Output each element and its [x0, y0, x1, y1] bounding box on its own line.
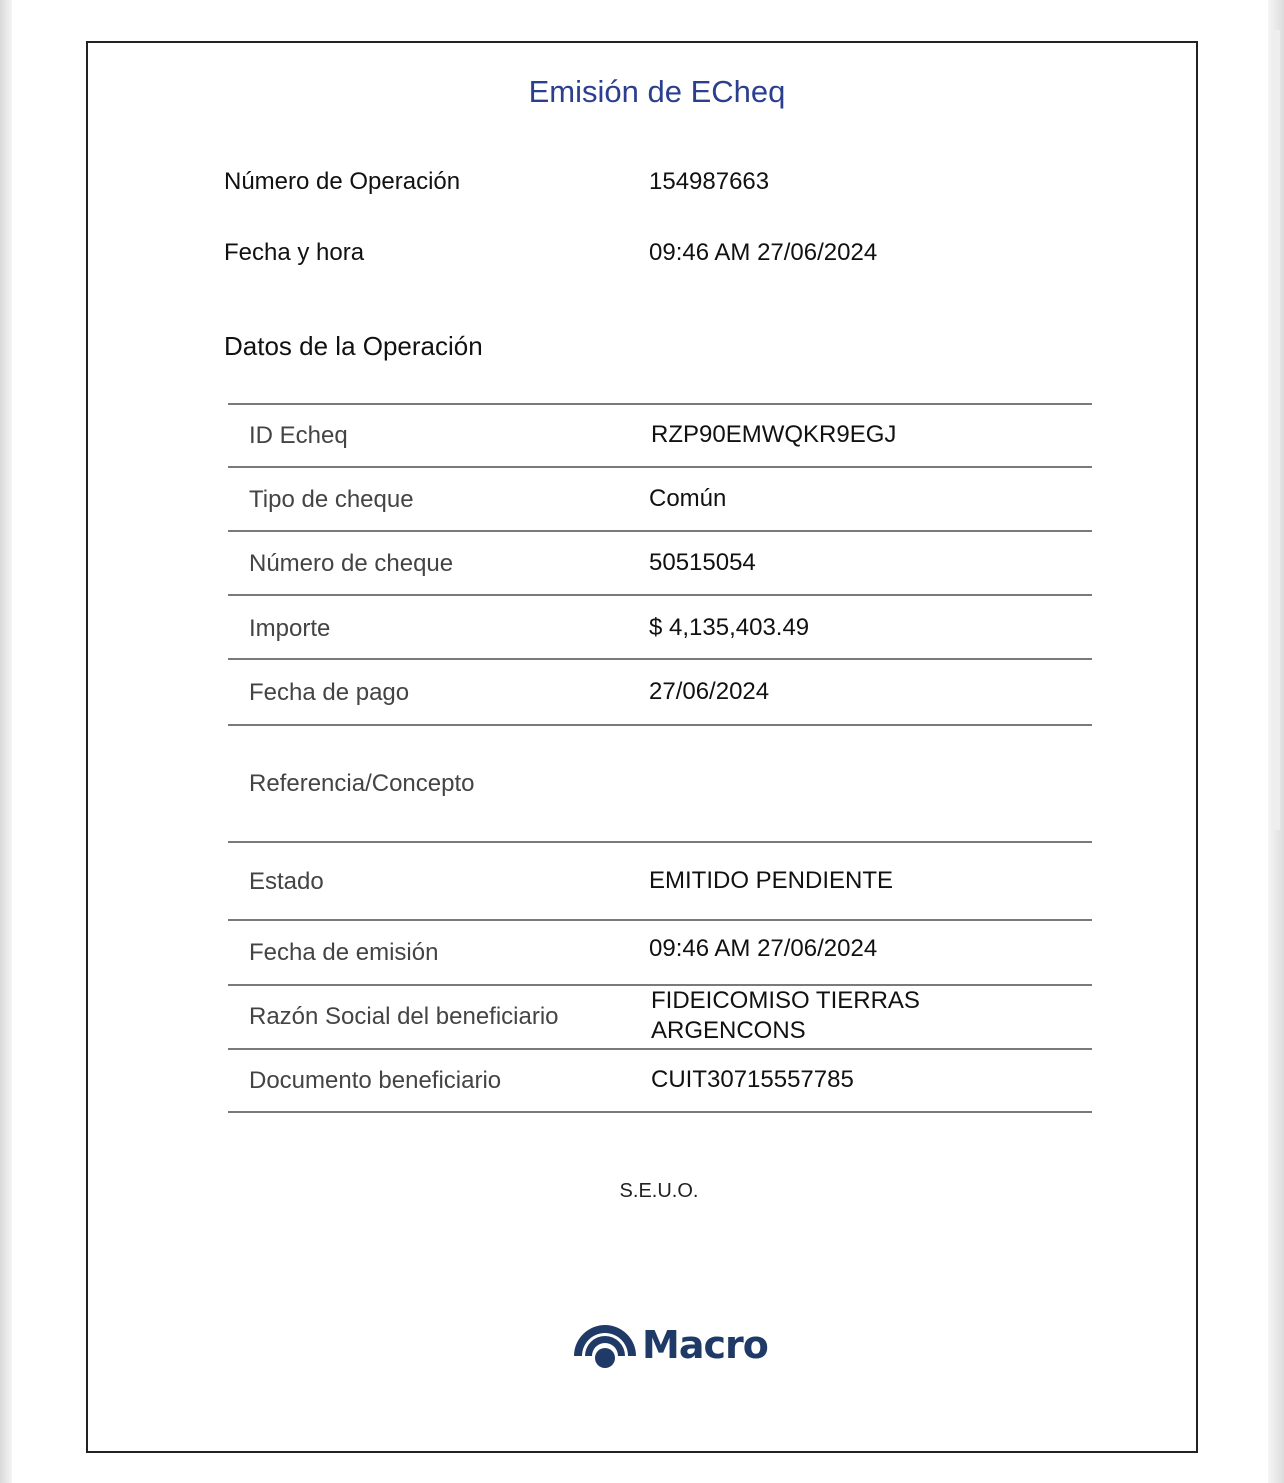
row-label-documento: Documento beneficiario	[249, 1067, 502, 1094]
table-divider	[228, 466, 1092, 468]
table-divider	[228, 1111, 1092, 1113]
bank-logo-text: Macro	[642, 1323, 768, 1367]
row-value-tipo-cheque: Común	[649, 485, 727, 512]
row-label-id-echeq: ID Echeq	[249, 422, 348, 449]
table-divider	[228, 594, 1092, 596]
table-divider	[228, 841, 1092, 843]
row-value-estado: EMITIDO PENDIENTE	[649, 867, 894, 894]
table-divider	[228, 724, 1092, 726]
page-edge-strip	[1272, 30, 1280, 830]
row-value-razon-social-line1: FIDEICOMISO TIERRAS	[651, 987, 920, 1014]
row-value-fecha-emision: 09:46 AM 27/06/2024	[649, 935, 878, 962]
page-shadow-left	[0, 0, 12, 1483]
operation-number-label: Número de Operación	[224, 168, 461, 195]
row-label-razon-social: Razón Social del beneficiario	[249, 1003, 559, 1030]
row-value-fecha-pago: 27/06/2024	[649, 678, 770, 705]
table-divider	[228, 530, 1092, 532]
document-title: Emisión de ECheq	[528, 74, 786, 109]
row-value-numero-cheque: 50515054	[649, 549, 756, 576]
operation-number-value: 154987663	[649, 168, 770, 195]
datetime-label: Fecha y hora	[224, 239, 365, 266]
row-label-tipo-cheque: Tipo de cheque	[249, 486, 414, 513]
row-label-estado: Estado	[249, 868, 324, 895]
row-label-numero-cheque: Número de cheque	[249, 550, 454, 577]
macro-arc-logo-icon	[572, 1320, 638, 1370]
table-divider	[228, 658, 1092, 660]
row-value-importe: $ 4,135,403.49	[649, 614, 810, 641]
footer-note: S.E.U.O.	[619, 1180, 699, 1202]
row-label-importe: Importe	[249, 615, 331, 642]
table-divider	[228, 403, 1092, 405]
table-divider	[228, 919, 1092, 921]
row-value-documento: CUIT30715557785	[651, 1066, 854, 1093]
table-divider	[228, 1048, 1092, 1050]
row-label-referencia: Referencia/Concepto	[249, 770, 475, 797]
row-value-razon-social-line2: ARGENCONS	[651, 1017, 806, 1044]
row-label-fecha-pago: Fecha de pago	[249, 679, 410, 706]
row-value-id-echeq: RZP90EMWQKR9EGJ	[651, 421, 897, 448]
datetime-value: 09:46 AM 27/06/2024	[649, 239, 878, 266]
section-title: Datos de la Operación	[224, 331, 483, 361]
bank-logo	[572, 1318, 768, 1372]
row-label-fecha-emision: Fecha de emisión	[249, 939, 439, 966]
